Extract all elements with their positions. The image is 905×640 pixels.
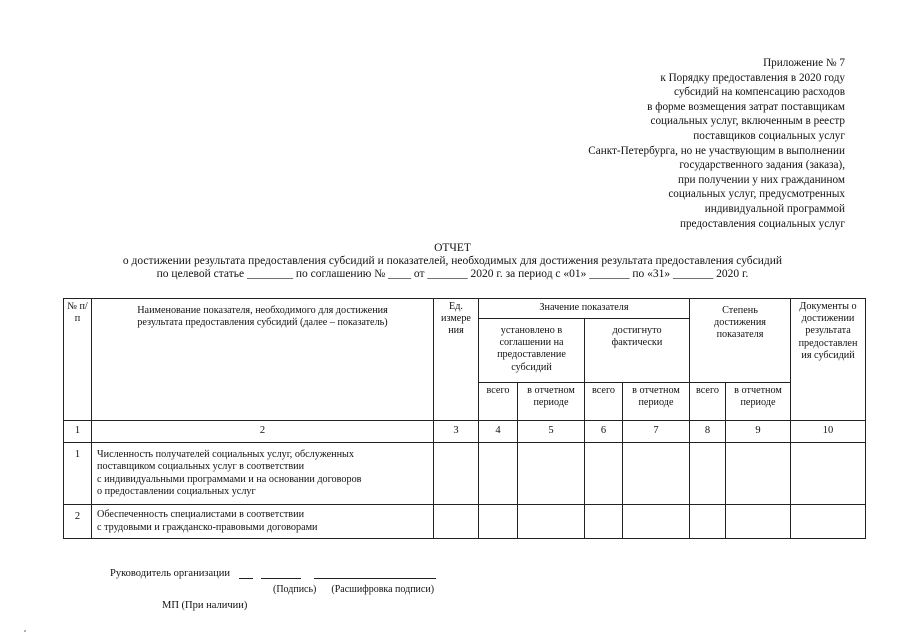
cell-empty (585, 505, 623, 539)
column-number: 5 (518, 421, 585, 443)
header-docs: Документы о достижении результата предоставлен ия субсидий (791, 299, 866, 421)
indicators-table (63, 298, 866, 539)
column-number: 1 (64, 421, 92, 443)
header-achieved: достигнуто фактически (585, 319, 690, 383)
signature-field (261, 568, 301, 579)
scan-speck (24, 630, 26, 632)
cell-empty (518, 443, 585, 505)
appendix-line: индивидуальной программой (704, 202, 845, 215)
header-in-period: в отчетном периоде (623, 383, 690, 421)
cell-empty (690, 505, 726, 539)
indicator-name (92, 505, 434, 539)
signature-captions (273, 584, 434, 595)
report-subtitle: о достижении результата предоставления субсидий и показателей, необходимых для достижения результата предоставления субсидий (122, 254, 783, 267)
header-value-group: Значение показателя (479, 299, 690, 319)
decode-field (314, 568, 436, 579)
table-row (64, 505, 866, 539)
indicator-name (92, 443, 434, 505)
sign-caption: (Подпись) (273, 584, 317, 595)
signature-line (110, 568, 436, 579)
cell-empty (623, 443, 690, 505)
cell-empty (434, 505, 479, 539)
indicator-line: с трудовыми и гражданско-правовыми договорами (97, 521, 318, 533)
appendix-line: поставщиков социальных услуг (693, 129, 845, 142)
header-total: всего (585, 383, 623, 421)
indicator-line: поставщиком социальных услуг в соответствии (97, 461, 305, 473)
signature-label: Руководитель организации (110, 568, 230, 579)
cell-empty (585, 443, 623, 505)
signature-field (239, 568, 253, 579)
report-period-line: по целевой статье ________ по соглашению № ____ от _______ 2020 г. за период с «01» _______ по «31» _______ 2020 г. (156, 267, 749, 280)
header-in-period: в отчетном периоде (518, 383, 585, 421)
indicator-line: Численность получателей социальных услуг, обслуженных (97, 449, 354, 461)
header-in-period: в отчетном периоде (726, 383, 791, 421)
report-title: ОТЧЕТ (434, 242, 471, 254)
row-number: 2 (64, 505, 92, 539)
header-total: всего (690, 383, 726, 421)
appendix-line: Приложение № 7 (763, 57, 845, 69)
column-number: 2 (92, 421, 434, 443)
appendix-line: социальных услуг, включенным в реестр (650, 115, 845, 128)
appendix-line: к Порядку предоставления в 2020 году (660, 71, 845, 84)
appendix-line: Санкт-Петербурга, но не участвующим в выполнении (588, 144, 845, 157)
header-total: всего (479, 383, 518, 421)
cell-empty (791, 443, 866, 505)
column-number: 4 (479, 421, 518, 443)
indicator-line: с индивидуальными программами и на основании договоров (97, 473, 362, 485)
appendix-line: социальных услуг, предусмотренных (668, 188, 845, 201)
indicator-line: Обеспеченность специалистами в соответствии (97, 509, 305, 521)
cell-empty (623, 505, 690, 539)
header-name: Наименование показателя, необходимого для достижения результата предоставления субсидий (далее – показатель) (92, 299, 434, 421)
cell-empty (791, 505, 866, 539)
appendix-line: при получении у них гражданином (677, 173, 845, 186)
column-number: 10 (791, 421, 866, 443)
cell-empty (726, 505, 791, 539)
cell-empty (434, 443, 479, 505)
appendix-line: государственного задания (заказа), (679, 159, 845, 172)
column-number: 3 (434, 421, 479, 443)
appendix-block (515, 56, 845, 231)
header-unit: Ед. измере ния (434, 299, 479, 421)
header-established: установлено в соглашении на предоставление субсидий (479, 319, 585, 383)
column-number: 6 (585, 421, 623, 443)
column-number: 7 (623, 421, 690, 443)
header-num: № п/п (64, 299, 92, 421)
cell-empty (479, 443, 518, 505)
table-row (64, 443, 866, 505)
cell-empty (479, 505, 518, 539)
decode-caption: (Расшифровка подписи) (331, 584, 435, 595)
cell-empty (518, 505, 585, 539)
column-number: 9 (726, 421, 791, 443)
report-heading (0, 242, 905, 280)
header-degree: Степень достижения показателя (690, 299, 791, 383)
indicator-line: о предоставлении социальных услуг (97, 485, 256, 497)
appendix-line: в форме возмещения затрат поставщикам (647, 100, 845, 113)
cell-empty (726, 443, 791, 505)
appendix-line: предоставления социальных услуг (679, 217, 845, 230)
column-number: 8 (690, 421, 726, 443)
stamp-label: МП (При наличии) (162, 600, 248, 611)
appendix-line: субсидий на компенсацию расходов (674, 86, 845, 99)
row-number: 1 (64, 443, 92, 505)
cell-empty (690, 443, 726, 505)
